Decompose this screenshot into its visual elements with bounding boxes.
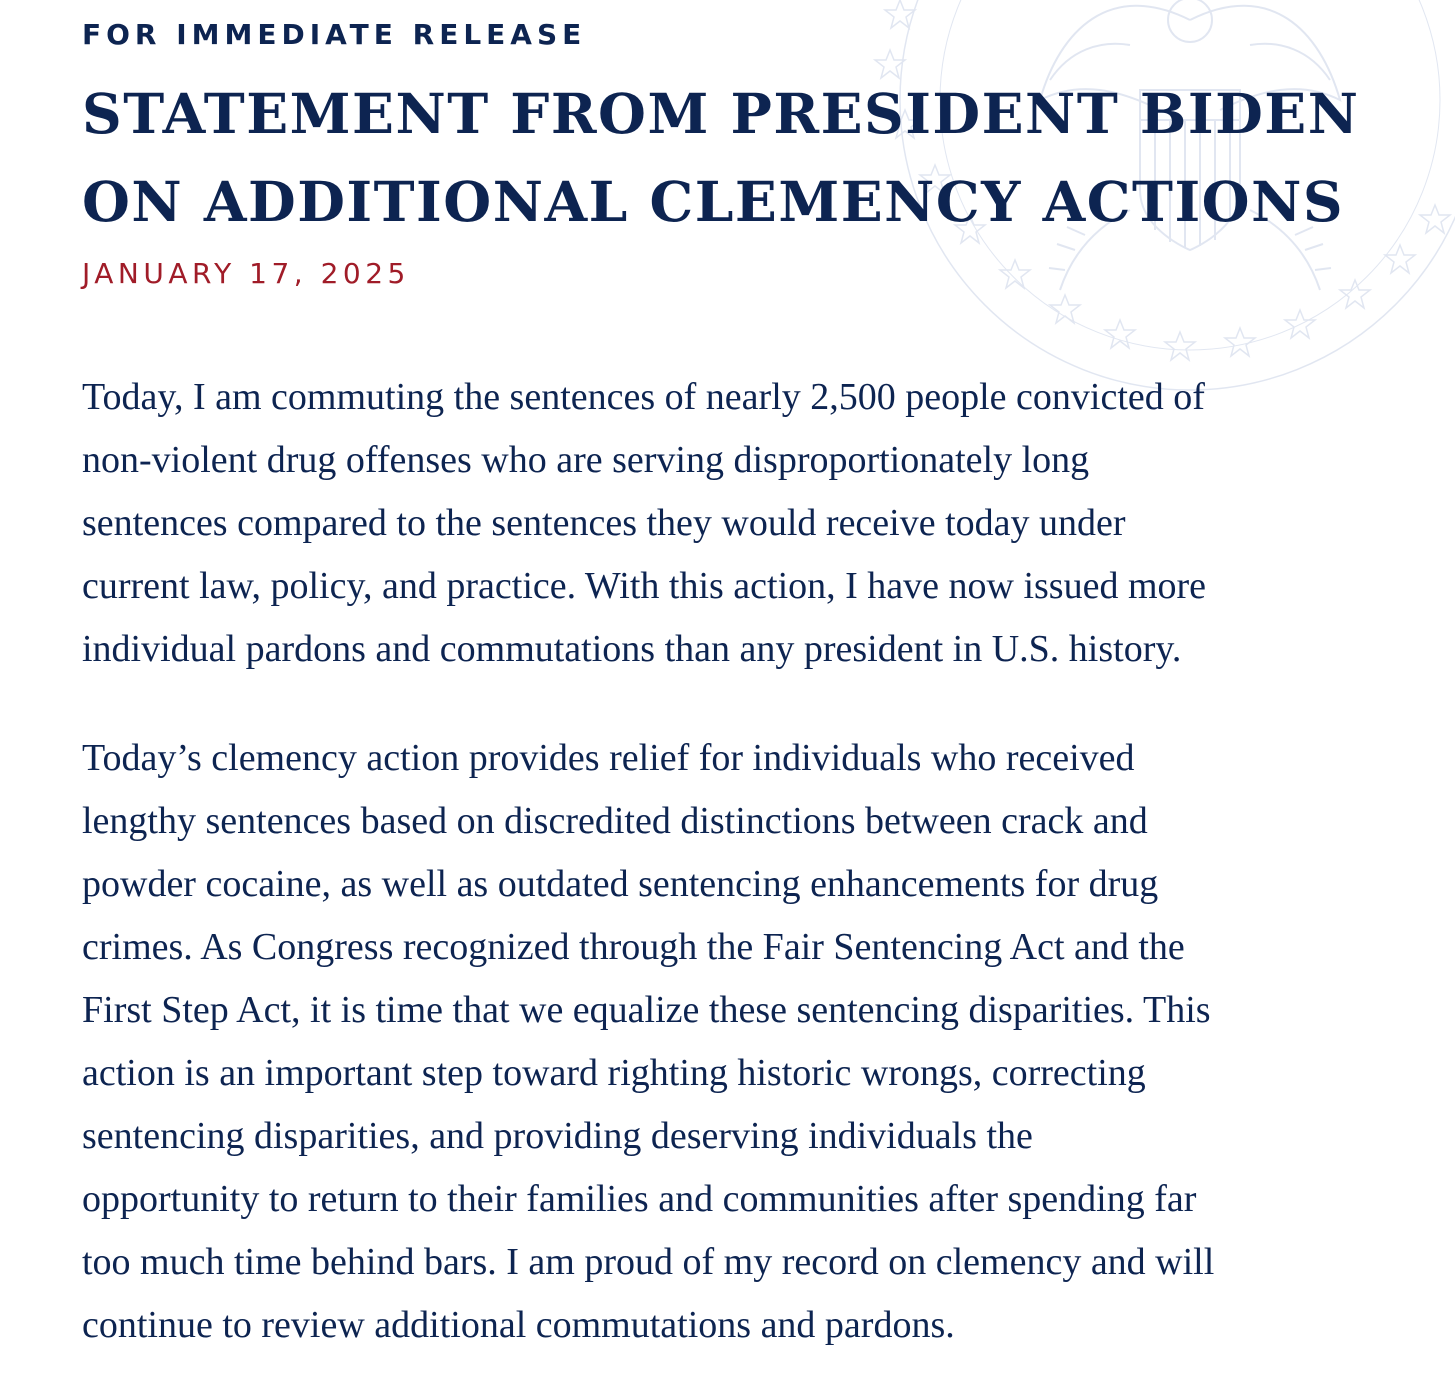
paragraph-line: lengthy sentences based on discredited distinctions between crack and [82,800,1148,842]
release-date: JANUARY 17, 2025 [82,257,410,290]
paragraph-line: First Step Act, it is time that we equalize these sentencing disparities. This [82,989,1211,1031]
title-line: STATEMENT FROM PRESIDENT BIDEN [82,81,1360,146]
page-title [82,70,1360,246]
paragraph-line: opportunity to return to their families and communities after spending far [82,1178,1197,1220]
paragraph-line: powder cocaine, as well as outdated sentencing enhancements for drug [82,863,1159,905]
paragraph-line: too much time behind bars. I am proud of my record on clemency and will [82,1241,1215,1283]
paragraph-line: sentencing disparities, and providing deserving individuals the [82,1115,1033,1157]
paragraph-line: continue to review additional commutations and pardons. [82,1304,955,1346]
paragraph-line: sentences compared to the sentences they would receive today under [82,502,1126,544]
paragraph-line: action is an important step toward righting historic wrongs, correcting [82,1052,1146,1094]
body-paragraph-2 [82,727,1214,1357]
paragraph-line: Today’s clemency action provides relief for individuals who received [82,737,1135,779]
paragraph-line: current law, policy, and practice. With this action, I have now issued more [82,565,1207,607]
release-kicker: FOR IMMEDIATE RELEASE [82,18,587,51]
title-line: ON ADDITIONAL CLEMENCY ACTIONS [82,169,1345,234]
paragraph-line: Today, I am commuting the sentences of nearly 2,500 people convicted of [82,376,1205,418]
paragraph-line: non-violent drug offenses who are serving disproportionately long [82,439,1090,481]
body-paragraph-1 [82,366,1206,681]
paragraph-line: individual pardons and commutations than any president in U.S. history. [82,628,1182,670]
paragraph-line: crimes. As Congress recognized through the Fair Sentencing Act and the [82,926,1185,968]
